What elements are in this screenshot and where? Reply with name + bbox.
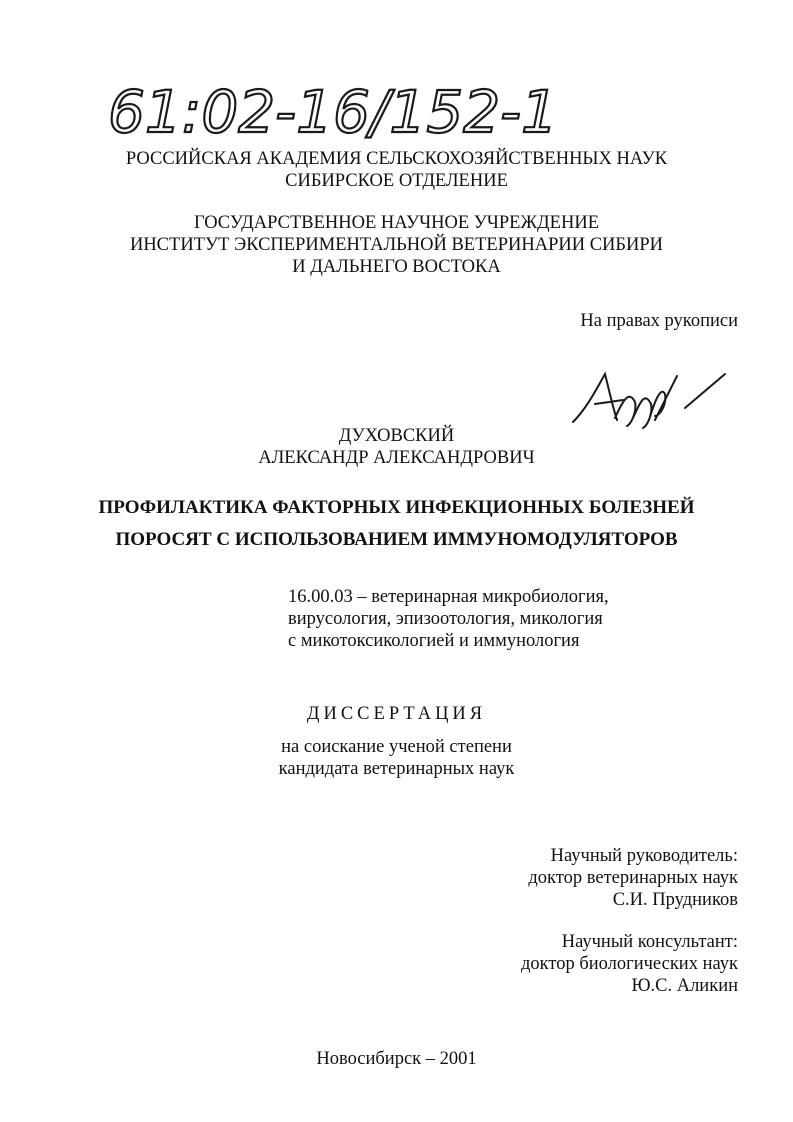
- specialty-line-1: 16.00.03 – ветеринарная микробиология,: [288, 587, 609, 607]
- division-name: СИБИРСКОЕ ОТДЕЛЕНИЕ: [285, 171, 508, 191]
- supervisor-role: Научный руководитель:: [550, 846, 738, 866]
- title-line-2: ПОРОСЯТ С ИСПОЛЬЗОВАНИЕМ ИММУНОМОДУЛЯТОРОВ: [115, 529, 678, 550]
- specialty-line-3: с микотоксикологией и иммунология: [288, 631, 580, 651]
- consultant-degree: доктор биологических наук: [520, 954, 738, 974]
- institution-line-3: И ДАЛЬНЕГО ВОСТОКА: [292, 257, 501, 277]
- degree-line-2: кандидата ветеринарных наук: [278, 759, 515, 779]
- author-given-names: АЛЕКСАНДР АЛЕКСАНДРОВИЧ: [258, 448, 535, 468]
- title-line-1: ПРОФИЛАКТИКА ФАКТОРНЫХ ИНФЕКЦИОННЫХ БОЛЕЗНЕЙ: [98, 497, 695, 518]
- institution-line-1: ГОСУДАРСТВЕННОЕ НАУЧНОЕ УЧРЕЖДЕНИЕ: [193, 213, 599, 233]
- degree-line-1: на соискание ученой степени: [281, 737, 512, 757]
- supervisor-name: С.И. Прудников: [612, 890, 738, 910]
- place-year: Новосибирск – 2001: [316, 1049, 477, 1069]
- institution-line-2: ИНСТИТУТ ЭКСПЕРИМЕНТАЛЬНОЙ ВЕТЕРИНАРИИ СИБИРИ: [129, 235, 664, 255]
- consultant-name: Ю.С. Аликин: [631, 976, 738, 996]
- consultant-role: Научный консультант:: [561, 932, 738, 952]
- manuscript-note: На правах рукописи: [580, 311, 738, 331]
- work-type-label: ДИССЕРТАЦИЯ: [306, 704, 487, 724]
- handwritten-archive-number: [108, 72, 588, 152]
- academy-name: РОССИЙСКАЯ АКАДЕМИЯ СЕЛЬСКОХОЗЯЙСТВЕННЫХ НАУК: [125, 149, 668, 169]
- supervisor-degree: доктор ветеринарных наук: [528, 868, 738, 888]
- specialty-line-2: вирусология, эпизоотология, микология: [288, 609, 603, 629]
- archive-number-text: 61:02-16/152-1: [108, 78, 558, 146]
- author-surname: ДУХОВСКИЙ: [338, 426, 455, 446]
